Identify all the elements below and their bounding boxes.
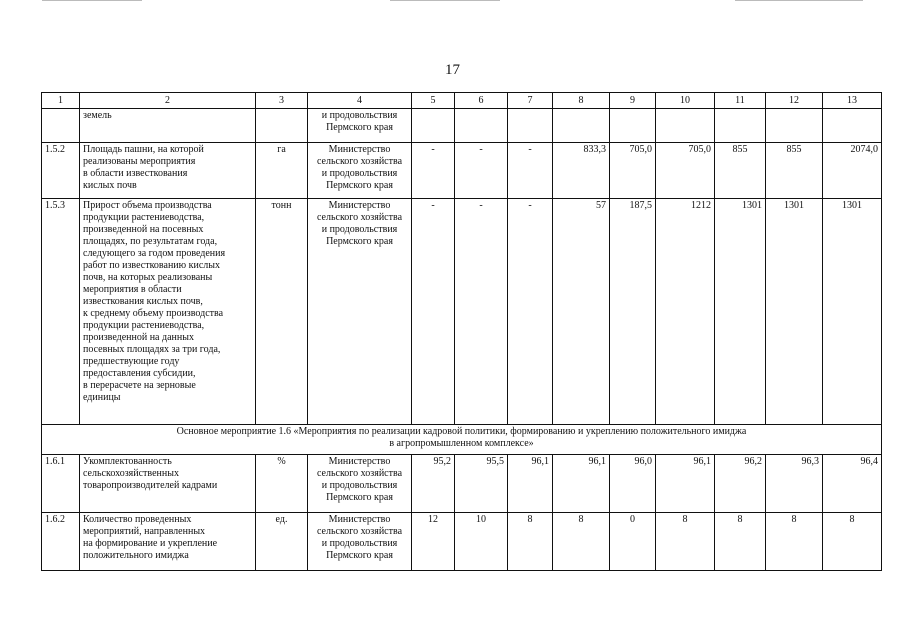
org-line: сельского хозяйства (316, 468, 403, 479)
name-line: положительного имиджа (83, 550, 189, 561)
org-line: и продовольствия (321, 538, 398, 549)
header-cell: 8 (553, 93, 610, 109)
page-number: 17 (445, 62, 460, 78)
header-cell: 7 (508, 93, 553, 109)
cell-code (42, 109, 80, 143)
cell-value: 8 (508, 513, 553, 571)
cell-value (715, 109, 766, 143)
section-line: в агропромышленном комплексе» (389, 438, 534, 449)
cell-value (766, 109, 823, 143)
name-line: кислых почв (83, 180, 137, 191)
cell-value (656, 109, 715, 143)
cell-value: 96,3 (766, 455, 823, 513)
top-rule-right (735, 0, 863, 1)
cell-value (455, 109, 508, 143)
cell-org (308, 199, 412, 425)
cell-value: 57 (553, 199, 610, 425)
header-cell: 5 (412, 93, 455, 109)
header-cell: 9 (610, 93, 656, 109)
name-line: произведенной на данных (83, 332, 194, 343)
cell-value: 96,2 (715, 455, 766, 513)
cell-value (610, 109, 656, 143)
cell-value: 0 (610, 513, 656, 571)
cell-value: 187,5 (610, 199, 656, 425)
cell-value: 1301 (766, 199, 823, 425)
cell-org (308, 109, 412, 143)
org-line: Министерство (328, 200, 391, 211)
table-row-1-5-2 (42, 143, 882, 199)
cell-value: 855 (766, 143, 823, 199)
name-line: товаропроизводителей кадрами (83, 480, 218, 491)
cell-unit: ед. (256, 513, 308, 571)
section-title (42, 425, 882, 455)
cell-code: 1.6.1 (42, 455, 80, 513)
cell-value: 96,1 (656, 455, 715, 513)
org-line: сельского хозяйства (316, 212, 403, 223)
cell-value: 855 (715, 143, 766, 199)
name-line: сельскохозяйственных (83, 468, 179, 479)
table-row-1-6-1 (42, 455, 882, 513)
cell-value: - (412, 143, 455, 199)
cell-value: 8 (823, 513, 882, 571)
header-cell: 13 (823, 93, 882, 109)
top-rule-center (390, 0, 500, 1)
cell-value (553, 109, 610, 143)
cell-unit: га (256, 143, 308, 199)
cell-code: 1.5.3 (42, 199, 80, 425)
name-line: Количество проведенных (83, 514, 192, 525)
cell-value: 1301 (823, 199, 882, 425)
cell-value (508, 109, 553, 143)
cell-org (308, 143, 412, 199)
cell-value: 95,2 (412, 455, 455, 513)
header-cell: 12 (766, 93, 823, 109)
name-line: продукции растениеводства, (83, 212, 205, 223)
name-line: к среднему объему производства (83, 308, 224, 319)
org-line: и продовольствия (321, 110, 398, 121)
section-line: Основное мероприятие 1.6 «Мероприятия по реализации кадровой политики, формированию и укреплению положительного имиджа (176, 426, 747, 437)
org-line: Министерство (328, 144, 391, 155)
org-line: Пермского края (326, 180, 393, 191)
cell-value: 1212 (656, 199, 715, 425)
cell-org (308, 513, 412, 571)
cell-name (80, 513, 256, 571)
cell-value: 96,0 (610, 455, 656, 513)
cell-org (308, 455, 412, 513)
cell-code: 1.5.2 (42, 143, 80, 199)
name-line: в области известкования (83, 168, 188, 179)
cell-value: - (455, 199, 508, 425)
cell-unit: % (256, 455, 308, 513)
name-line: Укомплектованность (83, 456, 172, 467)
name-line: единицы (83, 392, 121, 403)
cell-value: 8 (766, 513, 823, 571)
org-line: сельского хозяйства (316, 156, 403, 167)
name-line: произведенной на посевных (83, 224, 204, 235)
org-line: Пермского края (326, 550, 393, 561)
name-line: продукции растениеводства, (83, 320, 205, 331)
name-line: работ по известкованию кислых (83, 260, 220, 271)
org-line: и продовольствия (321, 224, 398, 235)
header-cell: 2 (80, 93, 256, 109)
cell-value: 705,0 (610, 143, 656, 199)
header-row (42, 93, 882, 109)
org-line: и продовольствия (321, 168, 398, 179)
name-line: почв, на которых реализованы (83, 272, 213, 283)
table-row-continuation (42, 109, 882, 143)
header-cell: 3 (256, 93, 308, 109)
cell-value: - (508, 199, 553, 425)
cell-value (823, 109, 882, 143)
name-line: мероприятий, направленных (83, 526, 206, 537)
name-line: в перерасчете на зерновые (83, 380, 196, 391)
cell-value: 8 (715, 513, 766, 571)
name-line: Прирост объема производства (83, 200, 212, 211)
cell-value (412, 109, 455, 143)
cell-value: 95,5 (455, 455, 508, 513)
cell-value: 96,1 (553, 455, 610, 513)
org-line: и продовольствия (321, 480, 398, 491)
section-row-1-6 (42, 425, 882, 455)
name-line: известкования кислых почв, (83, 296, 203, 307)
cell-value: 12 (412, 513, 455, 571)
cell-value: - (412, 199, 455, 425)
cell-value: 1301 (715, 199, 766, 425)
org-line: Пермского края (326, 492, 393, 503)
cell-value: 8 (656, 513, 715, 571)
org-line: сельского хозяйства (316, 526, 403, 537)
cell-value: 833,3 (553, 143, 610, 199)
name-line: на формирование и укрепление (83, 538, 218, 549)
indicators-table (41, 92, 882, 571)
cell-value: 10 (455, 513, 508, 571)
table-row-1-5-3 (42, 199, 882, 425)
name-line: посевных площадях за три года, (83, 344, 221, 355)
name-line: следующего за годом проведения (83, 248, 226, 259)
cell-value: 96,1 (508, 455, 553, 513)
cell-value: 8 (553, 513, 610, 571)
cell-unit (256, 109, 308, 143)
cell-name: земель (80, 109, 256, 143)
org-line: Министерство (328, 456, 391, 467)
org-line: Министерство (328, 514, 391, 525)
name-line: предоставления субсидии, (83, 368, 196, 379)
cell-name (80, 143, 256, 199)
cell-value: - (455, 143, 508, 199)
org-line: Пермского края (326, 236, 393, 247)
cell-value: 705,0 (656, 143, 715, 199)
header-cell: 11 (715, 93, 766, 109)
header-cell: 4 (308, 93, 412, 109)
cell-unit: тонн (256, 199, 308, 425)
name-line: Площадь пашни, на которой (83, 144, 204, 155)
name-line: площадях, по результатам года, (83, 236, 218, 247)
cell-name (80, 199, 256, 425)
cell-name (80, 455, 256, 513)
top-rule-left (42, 0, 142, 1)
cell-value: 96,4 (823, 455, 882, 513)
table-row-1-6-2 (42, 513, 882, 571)
org-line: Пермского края (326, 122, 393, 133)
header-cell: 10 (656, 93, 715, 109)
cell-value: - (508, 143, 553, 199)
cell-code: 1.6.2 (42, 513, 80, 571)
name-line: мероприятия в области (83, 284, 182, 295)
header-cell: 1 (42, 93, 80, 109)
name-line: реализованы мероприятия (83, 156, 196, 167)
name-line: предшествующие году (83, 356, 180, 367)
cell-value: 2074,0 (823, 143, 882, 199)
header-cell: 6 (455, 93, 508, 109)
